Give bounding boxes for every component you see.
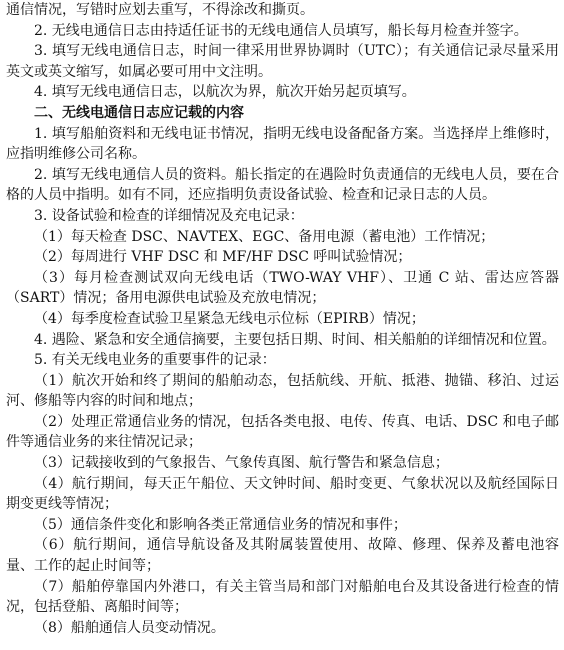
paragraph: 5. 有关无线电业务的重要事件的记录：	[34, 352, 276, 369]
paragraph: （4）每季度检查试验卫星紧急无线电示位标（EPIRB）情况；	[34, 310, 425, 327]
paragraph: （3）每月检查测试双向无线电话（TWO-WAY VHF）、卫通 C 站、雷达应答器（SART）情况；备用电源供电试验及充放电情况；	[6, 269, 559, 307]
paragraph: （3）记载接收到的气象报告、气象传真图、航行警告和紧急信息；	[34, 455, 449, 472]
paragraph: 1. 填写船舶资料和无线电证书情况，指明无线电设备配备方案。当选择岸上维修时，应指明维修公司名称。	[6, 125, 559, 163]
paragraph: 2. 无线电通信日志由持适任证书的无线电通信人员填写，船长每月检查并签字。	[34, 22, 528, 39]
section-heading: 二、无线电通信日志应记载的内容	[34, 104, 244, 121]
paragraph: 通信情况，写错时应划去重写，不得涂改和撕页。	[6, 2, 314, 18]
paragraph: （1）航次开始和终了期间的船舶动态，包括航线、开航、抵港、抛锚、移泊、过运河、修船等内容的时间和地点；	[6, 372, 559, 410]
paragraph: （8）船舶通信人员变动情况。	[34, 619, 225, 636]
paragraph: （7）船舶停靠国内外港口，有关主管当局和部门对船舶电台及其设备进行检查的情况，包括登船、离船时间等；	[6, 578, 559, 616]
paragraph: （5）通信条件变化和影响各类正常通信业务的情况和事件；	[34, 516, 407, 533]
paragraph: （1）每天检查 DSC、NAVTEX、EGC、备用电源（蓄电池）工作情况；	[34, 228, 495, 245]
paragraph: 3. 填写无线电通信日志，时间一律采用世界协调时（UTC）；有关通信记录尽量采用英文或英文缩写，如属必要可用中文注明。	[6, 43, 559, 80]
paragraph: 3. 设备试验和检查的详细情况及充电记录：	[34, 207, 304, 224]
paragraph: 4. 遇险、紧急和安全通信摘要，主要包括日期、时间、相关船舶的详细情况和位置。	[34, 331, 556, 348]
paragraph: （2）处理正常通信业务的情况，包括各类电报、电传、传真、电话、DSC 和电子邮件等通信业务的来往情况记录；	[6, 413, 559, 451]
paragraph: （2）每周进行 VHF DSC 和 MF/HF DSC 呼叫试验情况；	[34, 249, 412, 266]
paragraph: （6）航行期间，通信导航设备及其附属装置使用、故障、修理、保养及蓄电池容量、工作的起止时间等；	[6, 537, 559, 575]
paragraph: 4. 填写无线电通信日志，以航次为界，航次开始另起页填写。	[34, 84, 416, 101]
paragraph: （4）航行期间，每天正午船位、天文钟时间、船时变更、气象状况以及航经国际日期变更线等情况；	[6, 475, 559, 513]
paragraph: 2. 填写无线电通信人员的资料。船长指定的在遇险时负责通信的无线电人员，要在合格的人员中指明。如有不同，还应指明负责设备试验、检查和记录日志的人员。	[6, 166, 559, 204]
